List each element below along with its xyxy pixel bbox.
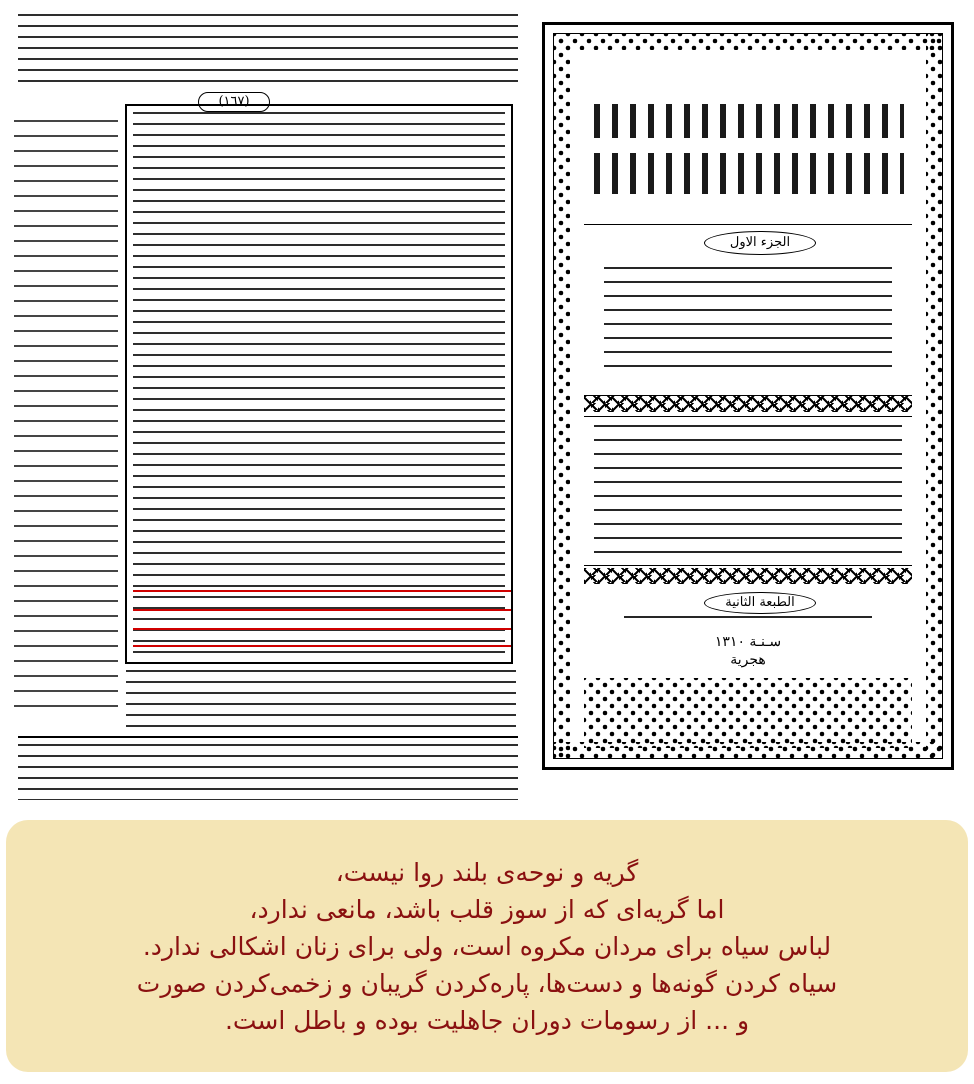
- caption-box: [6, 820, 968, 1072]
- caption-line-1: گریه و نوحه‌ی بلند روا نیست،: [335, 857, 639, 887]
- caption-line-3: لباس سیاه برای مردان مکروه است، ولی برای زنان اشکالی ندارد.: [142, 931, 832, 961]
- ornamental-border-right: [926, 34, 942, 758]
- title-panel: [584, 224, 912, 396]
- scanned-left-page: [8, 8, 530, 808]
- header-text-block: [18, 14, 518, 90]
- ornamental-band-1: [584, 396, 912, 412]
- highlight-underline-2: [133, 609, 511, 611]
- footer-text-block: [18, 744, 518, 800]
- highlight-underline-3: [133, 628, 511, 630]
- hijri-label: هجرية: [730, 652, 766, 668]
- volume-oval: الجزء الاول: [704, 231, 816, 255]
- title-page: [542, 22, 954, 770]
- margin-note-panel: [584, 416, 912, 566]
- margin-text-column: [14, 120, 118, 720]
- publication-year: سـنـة ١٣١٠: [714, 634, 782, 650]
- highlight-underline-1: [133, 590, 511, 592]
- page-number: (١٦٧): [198, 92, 270, 112]
- ornamental-footer: [584, 678, 912, 748]
- highlight-underline-4: [133, 645, 511, 647]
- edition-oval: الطبعة الثانية: [704, 592, 816, 614]
- edition-panel: [584, 590, 912, 672]
- commentary-continuation: [126, 670, 516, 730]
- main-commentary-box: [125, 104, 513, 664]
- caption-line-5: و ... از رسومات دوران جاهلیت بوده و باطل است.: [224, 1005, 750, 1035]
- caption-line-2: اما گریه‌ای که از سوز قلب باشد، مانعی ندارد،: [249, 894, 725, 924]
- ornamental-border-left: [554, 34, 570, 758]
- caption-line-4: سیاه کردن گونه‌ها و دست‌ها، پاره‌کردن گریبان و زخمی‌کردن صورت: [136, 968, 838, 998]
- calligraphic-title: [584, 94, 914, 204]
- ornamental-border-top: [554, 34, 942, 50]
- footer-rule: [18, 736, 518, 738]
- ornamental-band-2: [584, 568, 912, 584]
